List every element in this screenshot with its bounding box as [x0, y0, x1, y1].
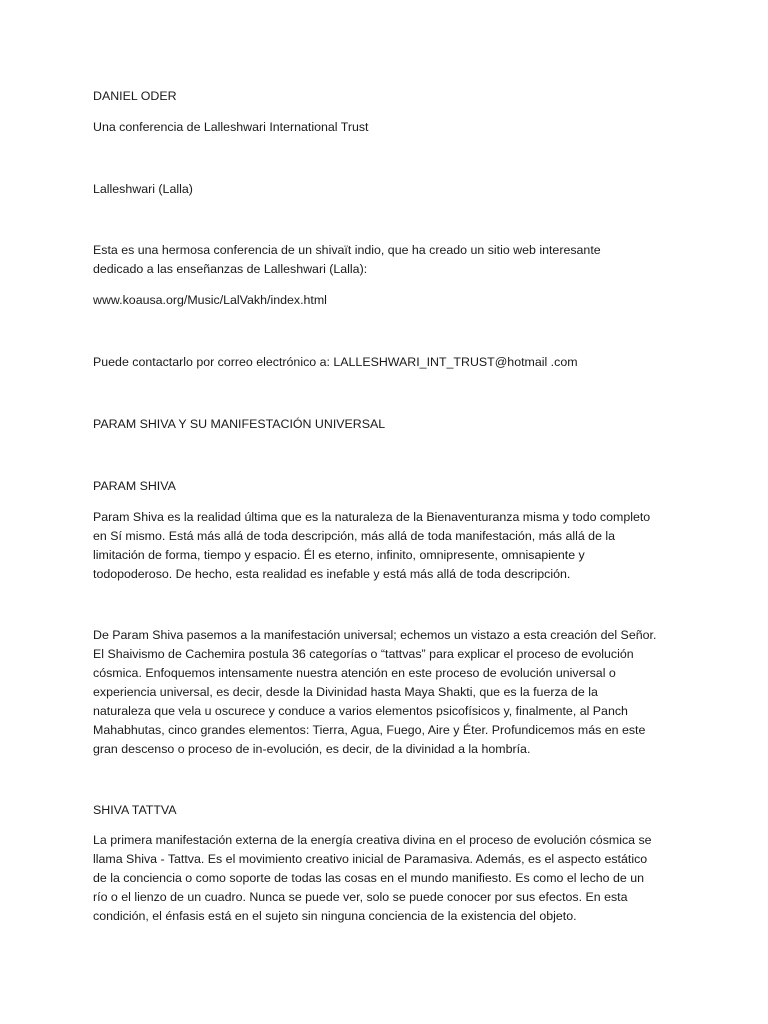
param-shiva-paragraph: [93, 508, 693, 584]
manifestation-paragraph: [93, 626, 693, 759]
url-line: www.koausa.org/Music/LalVakh/index.html: [93, 293, 327, 307]
paragraph-line: experiencia universal, es decir, desde la Divinidad hasta Maya Shakti, que es la fuerza de la: [93, 685, 598, 699]
intro-line: Esta es una hermosa conferencia de un shivaït indio, que ha creado un sitio web interesante: [93, 243, 601, 257]
paragraph-line: limitación de forma, tiempo y espacio. Él es eterno, infinito, omnipresente, omnisapiente y: [93, 548, 585, 562]
intro-paragraph: [93, 241, 693, 279]
shiva-tattva-heading: SHIVA TATTVA: [93, 803, 177, 817]
author-line: DANIEL ODER: [93, 89, 177, 103]
paragraph-line: El Shaivismo de Cachemira postula 36 categorías o “tattvas” para explicar el proceso de evolución: [93, 647, 634, 661]
shiva-tattva-paragraph: [93, 831, 693, 926]
name-line: Lalleshwari (Lalla): [93, 182, 193, 196]
paragraph-line: Mahabhutas, cinco grandes elementos: Tierra, Agua, Fuego, Aire y Éter. Profundicemos más en este: [93, 723, 646, 737]
paragraph-line: naturaleza que vela u oscurece y conduce a varios elementos psicofísicos y, finalmente, al Panch: [93, 704, 628, 718]
param-shiva-heading: PARAM SHIVA: [93, 479, 176, 493]
paragraph-line: cósmica. Enfoquemos intensamente nuestra atención en este proceso de evolución universal o: [93, 666, 616, 680]
paragraph-line: río o el lienzo de un cuadro. Nunca se puede ver, solo se puede conocer por sus efectos. En esta: [93, 890, 628, 904]
paragraph-line: todopoderoso. De hecho, esta realidad es inefable y está más allá de toda descripción.: [93, 567, 571, 581]
paragraph-line: Param Shiva es la realidad última que es la naturaleza de la Bienaventuranza misma y todo completo: [93, 510, 651, 524]
contact-line: Puede contactarlo por correo electrónico a: LALLESHWARI_INT_TRUST@hotmail .com: [93, 355, 578, 369]
subtitle-line: Una conferencia de Lalleshwari International Trust: [93, 120, 369, 134]
paragraph-line: La primera manifestación externa de la energía creativa divina en el proceso de evolución cósmica se: [93, 833, 652, 847]
paragraph-line: de la conciencia o como soporte de todas las cosas en el mundo manifiesto. Es como el lecho de un: [93, 871, 645, 885]
paragraph-line: llama Shiva - Tattva. Es el movimiento creativo inicial de Paramasiva. Además, es el aspecto estático: [93, 852, 648, 866]
intro-line: dedicado a las enseñanzas de Lalleshwari (Lalla):: [93, 262, 368, 276]
main-heading: PARAM SHIVA Y SU MANIFESTACIÓN UNIVERSAL: [93, 417, 386, 431]
paragraph-line: De Param Shiva pasemos a la manifestación universal; echemos un vistazo a esta creación del Señor.: [93, 628, 657, 642]
paragraph-line: condición, el énfasis está en el sujeto sin ninguna conciencia de la existencia del objeto.: [93, 909, 577, 923]
paragraph-line: gran descenso o proceso de in-evolución, es decir, de la divinidad a la hombría.: [93, 742, 531, 756]
paragraph-line: en Sí mismo. Está más allá de toda descripción, más allá de toda manifestación, más allá de la: [93, 529, 616, 543]
